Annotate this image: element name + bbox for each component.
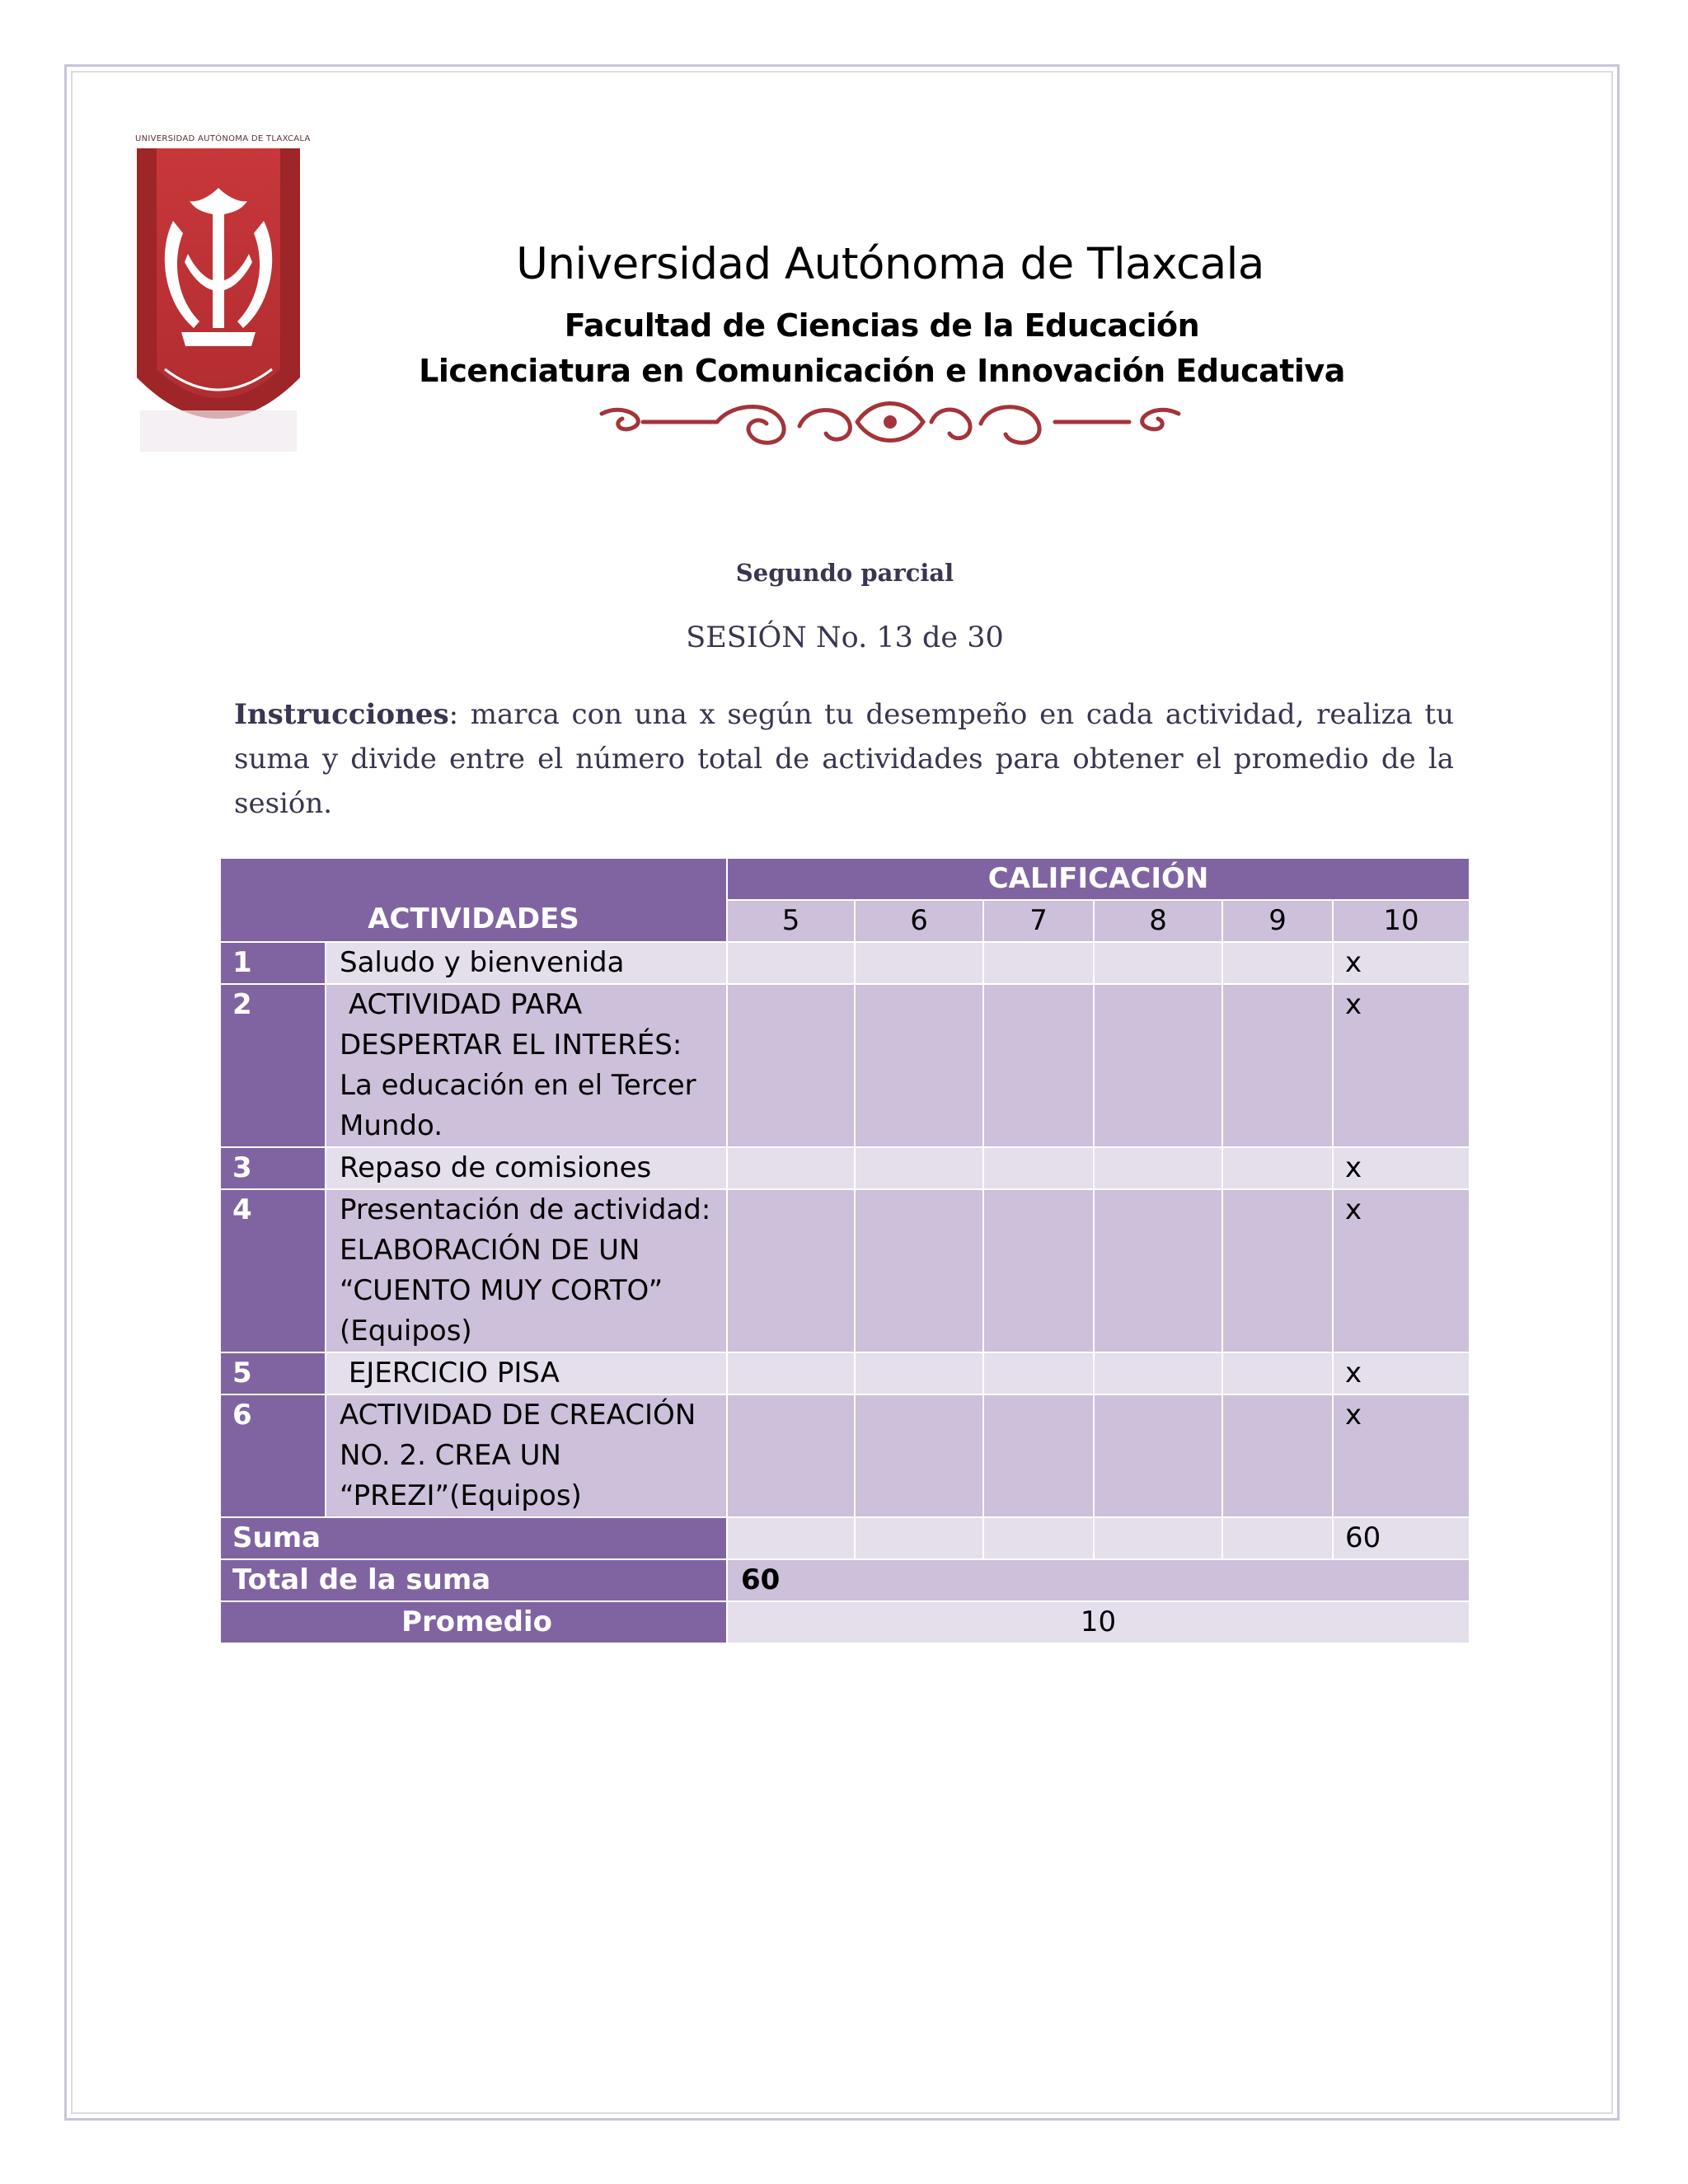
scale-cell: 5 [727, 900, 855, 942]
degree-name: Licenciatura en Comunicación e Innovación Educativa [419, 353, 1345, 389]
grade-cell[interactable] [855, 1352, 983, 1394]
grade-cell[interactable] [727, 942, 855, 984]
instructions-text: : marca con una x según tu desempeño en cada actividad, realiza tu suma y divide entre el número total de actividades para obtener el promedio de la sesión. [234, 698, 1454, 820]
university-title: Universidad Autónoma de Tlaxcala [516, 239, 1264, 289]
grade-cell[interactable] [1222, 1394, 1333, 1517]
total-label: Total de la suma [220, 1559, 727, 1601]
grade-header: CALIFICACIÓN [727, 858, 1470, 900]
instructions-label: Instrucciones [234, 698, 449, 731]
row-number: 5 [220, 1352, 326, 1394]
table-row [220, 1352, 1470, 1394]
table-row [220, 1147, 1470, 1189]
sum-cell [727, 1517, 855, 1559]
grade-cell[interactable] [855, 1189, 983, 1352]
sum-cell [855, 1517, 983, 1559]
grade-cell[interactable] [983, 942, 1094, 984]
row-number: 2 [220, 984, 326, 1147]
table-row [220, 1189, 1470, 1352]
instructions-paragraph [234, 692, 1454, 826]
grade-cell[interactable] [983, 1394, 1094, 1517]
scale-cell: 10 [1333, 900, 1470, 942]
period-title: Segundo parcial [735, 559, 954, 587]
grade-cell[interactable] [855, 984, 983, 1147]
average-label: Promedio [220, 1601, 727, 1643]
average-row [220, 1601, 1470, 1643]
grade-cell-mark[interactable]: x [1333, 1189, 1470, 1352]
sum-row [220, 1517, 1470, 1559]
grade-cell[interactable] [1094, 1189, 1222, 1352]
grade-cell[interactable] [727, 1394, 855, 1517]
activity-name: Presentación de actividad: ELABORACIÓN DE UN “CUENTO MUY CORTO” (Equipos) [326, 1189, 727, 1352]
grade-cell[interactable] [727, 1352, 855, 1394]
decorative-flourish-icon [593, 397, 1187, 455]
row-number: 3 [220, 1147, 326, 1189]
sum-cell [983, 1517, 1094, 1559]
grade-cell[interactable] [1222, 1189, 1333, 1352]
grade-cell[interactable] [983, 1352, 1094, 1394]
grade-cell[interactable] [1094, 1147, 1222, 1189]
grade-cell[interactable] [983, 1147, 1094, 1189]
average-value: 10 [727, 1601, 1470, 1643]
grade-cell[interactable] [1094, 1394, 1222, 1517]
grade-cell-mark[interactable]: x [1333, 1394, 1470, 1517]
sum-value: 60 [1333, 1517, 1470, 1559]
total-row [220, 1559, 1470, 1601]
grade-cell[interactable] [855, 1394, 983, 1517]
grade-cell-mark[interactable]: x [1333, 1352, 1470, 1394]
grade-cell[interactable] [1222, 942, 1333, 984]
row-number: 1 [220, 942, 326, 984]
sum-label: Suma [220, 1517, 727, 1559]
grades-table [219, 857, 1470, 1644]
grade-cell[interactable] [727, 1147, 855, 1189]
grade-cell-mark[interactable]: x [1333, 1147, 1470, 1189]
grade-cell[interactable] [855, 1147, 983, 1189]
grade-cell-mark[interactable]: x [1333, 984, 1470, 1147]
university-crest-logo [132, 130, 311, 460]
scale-cell: 7 [983, 900, 1094, 942]
scale-cell: 9 [1222, 900, 1333, 942]
grade-cell[interactable] [1222, 984, 1333, 1147]
activity-name: Saludo y bienvenida [326, 942, 727, 984]
grade-cell[interactable] [1094, 1352, 1222, 1394]
grade-cell-mark[interactable]: x [1333, 942, 1470, 984]
activity-name: ACTIVIDAD DE CREACIÓN NO. 2. CREA UN “PREZI”(Equipos) [326, 1394, 727, 1517]
grade-cell[interactable] [1222, 1352, 1333, 1394]
grade-cell[interactable] [727, 984, 855, 1147]
grade-cell[interactable] [1222, 1147, 1333, 1189]
crest-caption: UNIVERSIDAD AUTÓNOMA DE TLAXCALA [135, 134, 311, 143]
sum-cell [1222, 1517, 1333, 1559]
activity-name: Repaso de comisiones [326, 1147, 727, 1189]
grade-cell[interactable] [727, 1189, 855, 1352]
table-row [220, 984, 1470, 1147]
faculty-name: Facultad de Ciencias de la Educación [564, 307, 1200, 344]
grade-cell[interactable] [1094, 942, 1222, 984]
session-number: SESIÓN No. 13 de 30 [686, 621, 1004, 654]
scale-cell: 8 [1094, 900, 1222, 942]
row-number: 6 [220, 1394, 326, 1517]
table-row [220, 1394, 1470, 1517]
grade-cell[interactable] [983, 1189, 1094, 1352]
sum-cell [1094, 1517, 1222, 1559]
grade-cell[interactable] [983, 984, 1094, 1147]
activity-name: ACTIVIDAD PARA DESPERTAR EL INTERÉS: La educación en el Tercer Mundo. [326, 984, 727, 1147]
scale-cell: 6 [855, 900, 983, 942]
activity-name: EJERCICIO PISA [326, 1352, 727, 1394]
table-row [220, 942, 1470, 984]
grade-cell[interactable] [855, 942, 983, 984]
row-number: 4 [220, 1189, 326, 1352]
activities-header: ACTIVIDADES [220, 858, 727, 942]
total-value: 60 [727, 1559, 1470, 1601]
table-header-row [220, 858, 1470, 900]
grade-cell[interactable] [1094, 984, 1222, 1147]
